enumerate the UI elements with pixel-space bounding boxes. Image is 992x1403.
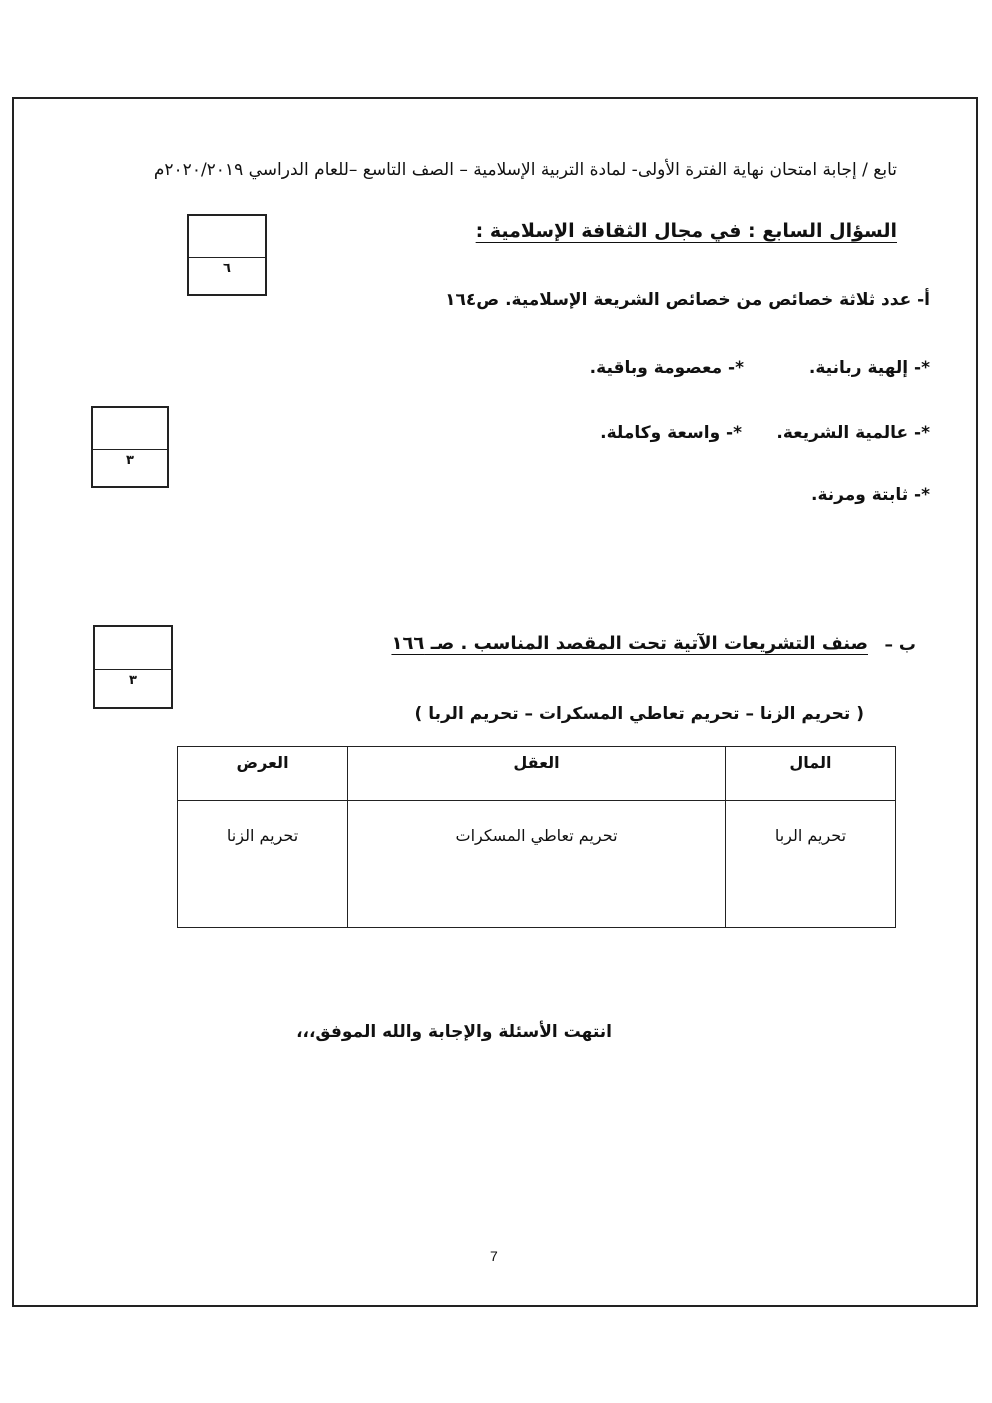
- table-header-cell: المال: [725, 747, 895, 801]
- part-b-prefix: ب –: [884, 635, 916, 655]
- answer-item: *- واسعة وكاملة.: [600, 423, 742, 443]
- part-b-prompt: صنف التشريعات الآتية تحت المقصد المناسب . صـ ١٦٦: [391, 633, 868, 654]
- answer-item: *- معصومة وباقية.: [589, 358, 744, 378]
- part-a-score-box: [91, 406, 169, 488]
- classification-options: ( تحريم الزنا – تحريم تعاطي المسكرات – تحريم الربا ): [414, 704, 864, 724]
- answer-item: *- عالمية الشريعة.: [776, 423, 930, 443]
- header-line: تابع / إجابة امتحان نهاية الفترة الأولى- لمادة التربية الإسلامية – الصف التاسع –للعام الدراسي ٢٠٢٠/٢٠١٩م: [153, 160, 897, 180]
- part-b-score-box: [93, 625, 173, 709]
- closing-line: انتهت الأسئلة والإجابة والله الموفق،،،: [296, 1022, 612, 1042]
- table-cell: تحريم الزنا: [178, 801, 348, 928]
- table-cell: تحريم الربا: [725, 801, 895, 928]
- table-header-cell: العقل: [348, 747, 726, 801]
- question-seven-title: السؤال السابع : في مجال الثقافة الإسلامية :: [475, 220, 897, 242]
- part-a-prompt: أ- عدد ثلاثة خصائص من خصائص الشريعة الإسلامية. ص١٦٤: [445, 290, 930, 310]
- classification-table: [177, 746, 896, 928]
- table-cell: تحريم تعاطي المسكرات: [348, 801, 726, 928]
- part-a-score-value: ٣: [126, 453, 134, 468]
- table-header-cell: العرض: [178, 747, 348, 801]
- answer-item: *- إلهية ربانية.: [808, 358, 930, 378]
- answer-item: *- ثابتة ومرنة.: [811, 485, 930, 505]
- page-number: 7: [490, 1248, 498, 1264]
- part-b-score-value: ٣: [129, 673, 137, 688]
- total-score-value: ٦: [223, 261, 231, 276]
- total-score-box: [187, 214, 267, 296]
